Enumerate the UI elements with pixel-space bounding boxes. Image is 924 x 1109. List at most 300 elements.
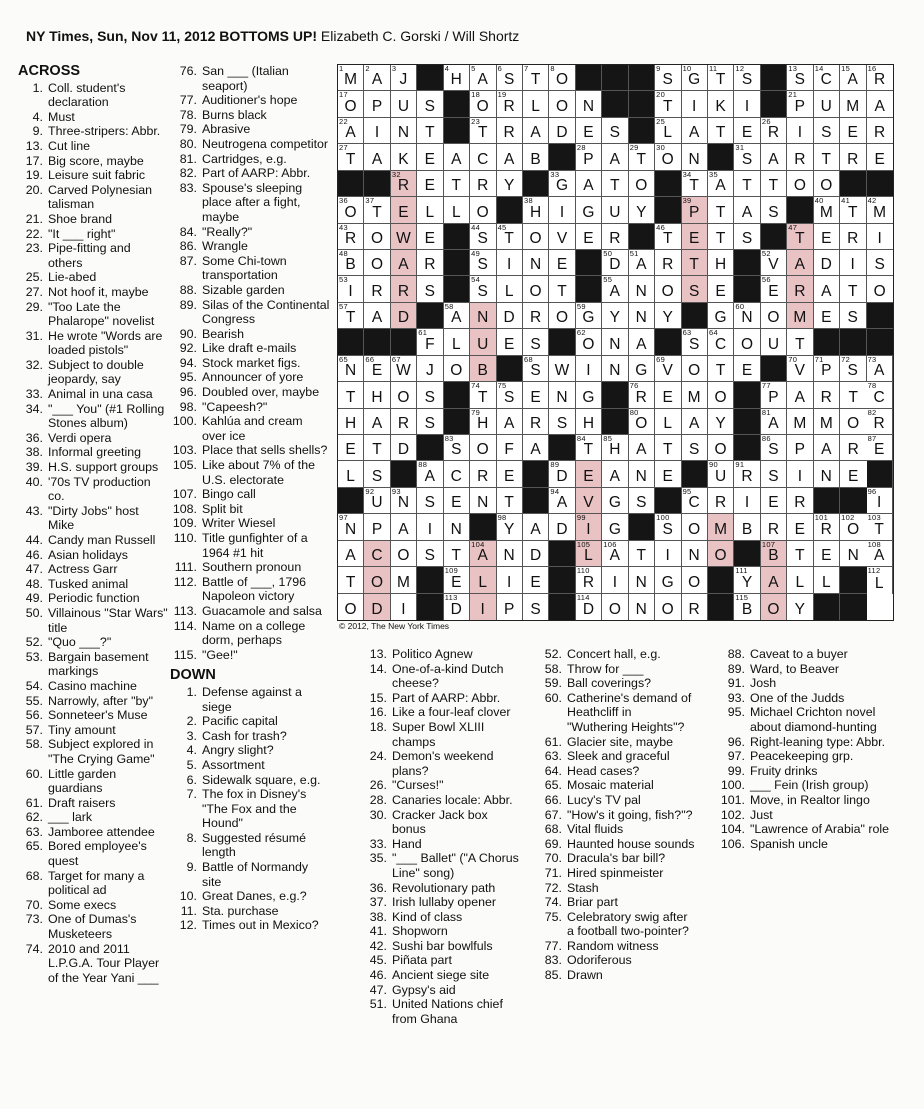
grid-cell xyxy=(761,594,787,620)
cell-number: 52 xyxy=(761,249,771,258)
clue-item xyxy=(170,502,330,517)
clue-item xyxy=(360,895,520,910)
cell-number: 46 xyxy=(656,222,666,232)
cell-letter: S xyxy=(768,203,779,221)
black-square xyxy=(549,594,575,620)
grid-cell xyxy=(364,197,390,223)
cell-letter: R xyxy=(397,415,410,432)
clue-item xyxy=(170,137,330,152)
clue-text: One of Dumas's Musketeers xyxy=(48,912,137,942)
clue-text: "It ___ right" xyxy=(48,226,116,241)
grid-cell xyxy=(655,144,681,170)
clue-number: 38. xyxy=(25,445,43,460)
cell-letter: O xyxy=(661,150,675,168)
cell-letter: G xyxy=(608,520,622,538)
cell-letter: T xyxy=(557,282,568,300)
cell-letter: T xyxy=(477,388,488,406)
clue-item xyxy=(718,662,893,677)
clue-number: 82. xyxy=(179,166,197,181)
clue-item xyxy=(535,910,695,939)
grid-cell xyxy=(867,224,893,250)
clue-item xyxy=(718,808,893,823)
clue-item xyxy=(18,708,168,723)
grid-cell xyxy=(338,250,364,276)
cell-letter: Y xyxy=(503,520,515,538)
clue-column-2 xyxy=(170,64,330,933)
clue-item xyxy=(18,285,168,300)
clue-text: Canaries locale: Abbr. xyxy=(392,792,513,807)
grid-cell xyxy=(576,541,602,567)
cell-letter: R xyxy=(344,230,357,247)
cell-number: 8 xyxy=(550,64,555,73)
black-square xyxy=(391,461,417,487)
cell-number: 29 xyxy=(629,143,639,153)
cell-letter: W xyxy=(554,362,570,380)
cell-number: 108 xyxy=(867,539,881,549)
clue-item xyxy=(360,837,520,852)
clue-text: Battle of ___, 1796 Napoleon victory xyxy=(202,574,307,604)
grid-cell xyxy=(708,541,734,567)
clue-number: 109. xyxy=(172,516,197,531)
cell-letter: E xyxy=(556,256,568,274)
grid-cell xyxy=(497,567,523,593)
cell-letter: R xyxy=(609,230,621,247)
clue-text: Southern pronoun xyxy=(202,560,302,575)
clue-number: 11. xyxy=(180,903,197,918)
cell-letter: G xyxy=(688,71,701,89)
clue-item xyxy=(170,604,330,619)
cell-letter: U xyxy=(820,97,833,115)
cell-letter: S xyxy=(503,71,515,89)
grid-cell xyxy=(364,409,390,435)
clue-number: 31. xyxy=(25,328,43,343)
clue-item xyxy=(18,81,168,110)
cell-letter: I xyxy=(506,256,512,274)
clue-item xyxy=(18,650,168,679)
clue-number: 68. xyxy=(25,868,43,883)
grid-cell xyxy=(576,144,602,170)
cell-letter: C xyxy=(450,467,463,485)
cell-letter: I xyxy=(797,467,803,485)
cell-letter: I xyxy=(427,520,433,538)
clue-number: 115. xyxy=(173,647,197,662)
grid-cell xyxy=(338,91,364,117)
grid-cell xyxy=(417,382,443,408)
clue-item xyxy=(18,329,168,358)
clue-item xyxy=(535,939,695,954)
grid-cell xyxy=(787,567,813,593)
clue-text: Defense against a siege xyxy=(202,684,302,714)
cell-letter: T xyxy=(504,230,515,247)
cell-letter: P xyxy=(371,520,383,538)
clue-text: Josh xyxy=(750,676,777,691)
cell-letter: N xyxy=(741,309,753,327)
cell-letter: E xyxy=(874,150,886,168)
crossword-grid xyxy=(337,64,894,621)
clue-text: Random witness xyxy=(567,938,659,953)
grid-cell xyxy=(417,541,443,567)
cell-letter: W xyxy=(396,230,412,247)
grid-cell xyxy=(497,594,523,620)
clue-item xyxy=(18,168,168,183)
grid-cell xyxy=(814,144,840,170)
grid-cell xyxy=(629,382,655,408)
cell-letter: G xyxy=(714,309,727,327)
cell-number: 4 xyxy=(444,64,450,73)
clue-text: Battle of Normandy site xyxy=(202,860,309,889)
cell-letter: T xyxy=(345,388,356,406)
grid-cell xyxy=(840,303,866,329)
grid-cell xyxy=(708,250,734,276)
grid-cell xyxy=(549,224,575,250)
cell-letter: S xyxy=(451,441,462,459)
cell-letter: S xyxy=(530,362,542,380)
clue-text: "Dirty Jobs" host Mike xyxy=(48,503,139,533)
clue-text: He wrote "Words are loaded pistols" xyxy=(48,328,163,358)
cell-letter: O xyxy=(873,282,886,300)
grid-cell xyxy=(734,171,760,197)
cell-letter: J xyxy=(425,362,435,380)
cell-letter: A xyxy=(609,150,621,168)
cell-letter: G xyxy=(555,177,569,195)
grid-cell xyxy=(761,567,787,593)
clue-text: The fox in Disney's "The Fox and the Hound" xyxy=(202,787,307,831)
clue-number: 77. xyxy=(179,93,197,108)
cell-letter: A xyxy=(477,547,489,565)
grid-cell xyxy=(338,541,364,567)
cell-letter: L xyxy=(584,547,594,565)
grid-cell xyxy=(787,224,813,250)
cell-letter: A xyxy=(345,547,357,565)
clue-item xyxy=(718,837,893,852)
grid-cell xyxy=(761,329,787,355)
cell-number: 81 xyxy=(761,407,771,417)
clue-number: 58. xyxy=(544,661,562,676)
grid-cell xyxy=(655,514,681,540)
clue-item xyxy=(535,881,695,896)
cell-letter: E xyxy=(451,573,462,591)
grid-cell xyxy=(708,329,734,355)
clue-number: 97. xyxy=(727,749,745,764)
black-square xyxy=(682,303,708,329)
grid-cell xyxy=(576,329,602,355)
clue-number: 88. xyxy=(179,282,197,297)
cell-letter: S xyxy=(477,256,489,274)
cell-number: 55 xyxy=(603,275,613,285)
cell-number: 107 xyxy=(761,539,776,549)
black-square xyxy=(417,594,443,620)
cell-number: 32 xyxy=(391,169,401,179)
cell-letter: E xyxy=(688,230,700,247)
clue-number: 79. xyxy=(179,122,197,137)
black-square xyxy=(602,409,628,435)
clue-text: Wrangle xyxy=(202,239,248,254)
grid-cell xyxy=(787,276,813,302)
cell-letter: R xyxy=(503,124,516,142)
grid-cell xyxy=(867,65,893,91)
cell-letter: T xyxy=(451,547,462,565)
grid-cell xyxy=(497,461,523,487)
grid-cell xyxy=(523,541,549,567)
cell-number: 19 xyxy=(497,90,507,100)
clue-text: Bargain basement markings xyxy=(48,649,149,679)
grid-cell xyxy=(761,144,787,170)
clue-number: 44. xyxy=(25,533,43,547)
cell-number: 48 xyxy=(339,249,348,258)
grid-cell xyxy=(734,303,760,329)
black-square xyxy=(523,488,549,514)
cell-number: 89 xyxy=(550,460,560,470)
grid-cell xyxy=(470,250,496,276)
grid-cell xyxy=(470,276,496,302)
cell-letter: D xyxy=(609,256,621,274)
cell-letter: E xyxy=(847,124,859,142)
grid-cell xyxy=(364,461,390,487)
copyright-notice: © 2012, The New York Times xyxy=(339,621,450,631)
grid-cell xyxy=(867,541,893,567)
clue-text: One of the Judds xyxy=(750,690,845,705)
grid-cell xyxy=(338,435,364,461)
clue-list xyxy=(170,685,330,933)
grid-cell xyxy=(391,224,417,250)
grid-cell xyxy=(840,382,866,408)
clue-number: 62. xyxy=(25,810,43,825)
clue-number: 24. xyxy=(369,749,387,764)
cell-number: 36 xyxy=(339,196,348,206)
grid-cell xyxy=(497,276,523,302)
cell-letter: L xyxy=(795,573,805,591)
clue-text: Spouse's sleeping place after a fight, maybe xyxy=(202,180,303,224)
grid-cell xyxy=(814,382,840,408)
cell-letter: S xyxy=(741,71,753,89)
clue-number: 86. xyxy=(179,239,197,254)
grid-cell xyxy=(629,144,655,170)
clue-item xyxy=(360,778,520,793)
black-square xyxy=(734,409,760,435)
clue-item xyxy=(535,953,695,968)
cell-letter: T xyxy=(715,203,726,221)
clue-number: 4. xyxy=(186,743,197,758)
cell-letter: I xyxy=(348,282,354,300)
grid-cell xyxy=(814,409,840,435)
cell-letter: S xyxy=(424,494,436,512)
cell-letter: N xyxy=(582,97,595,115)
clue-number: 87. xyxy=(179,253,197,268)
cell-letter: E xyxy=(583,467,594,485)
clue-list xyxy=(170,64,330,662)
clue-number: 27. xyxy=(25,284,43,299)
cell-letter: M xyxy=(396,573,411,591)
cell-letter: N xyxy=(397,494,410,512)
black-square xyxy=(629,65,655,91)
clue-number: 5. xyxy=(186,757,197,772)
grid-cell xyxy=(549,250,575,276)
grid-cell xyxy=(549,409,575,435)
grid-cell xyxy=(364,144,390,170)
cell-letter: B xyxy=(741,520,753,538)
cell-number: 80 xyxy=(629,407,639,417)
grid-cell xyxy=(523,197,549,223)
grid-cell xyxy=(867,382,893,408)
grid-cell xyxy=(470,567,496,593)
grid-cell xyxy=(364,224,390,250)
clue-item xyxy=(170,860,330,889)
grid-cell xyxy=(417,356,443,382)
clue-text: Angry slight? xyxy=(202,743,274,758)
clue-number: 34. xyxy=(25,401,43,416)
grid-cell xyxy=(602,303,628,329)
cell-number: 6 xyxy=(497,64,503,73)
cell-letter: I xyxy=(612,573,618,591)
clue-number: 26. xyxy=(369,778,387,793)
cell-letter: E xyxy=(821,309,832,327)
cell-number: 44 xyxy=(471,222,481,232)
cell-letter: O xyxy=(661,601,675,618)
black-square xyxy=(682,461,708,487)
cell-number: 74 xyxy=(471,381,481,391)
clue-item xyxy=(170,758,330,773)
clue-item xyxy=(360,968,520,983)
grid-cell xyxy=(391,541,417,567)
clue-text: "How's it going, fish?"? xyxy=(567,807,693,822)
cell-letter: O xyxy=(793,177,807,195)
cell-number: 92 xyxy=(365,486,375,496)
cell-letter: L xyxy=(451,335,461,353)
clue-number: 68. xyxy=(544,822,562,837)
cell-number: 105 xyxy=(576,539,591,549)
cell-letter: B xyxy=(768,547,779,565)
clue-item xyxy=(170,239,330,254)
clue-list xyxy=(18,81,168,986)
clue-item xyxy=(170,152,330,167)
puzzle-byline: Elizabeth C. Gorski / Will Shortz xyxy=(320,28,520,44)
grid-cell xyxy=(470,541,496,567)
grid-cell xyxy=(761,382,787,408)
black-square xyxy=(867,329,893,355)
grid-cell xyxy=(814,514,840,540)
cell-number: 97 xyxy=(339,513,348,523)
clue-item xyxy=(18,723,168,738)
clue-number: 52. xyxy=(25,635,43,650)
black-square xyxy=(734,435,760,461)
cell-number: 57 xyxy=(339,301,348,311)
grid-cell xyxy=(576,435,602,461)
clue-text: Sonneteer's Muse xyxy=(48,708,148,723)
cell-number: 96 xyxy=(867,486,877,496)
cell-letter: S xyxy=(741,150,753,168)
cell-letter: R xyxy=(397,282,410,300)
black-square xyxy=(734,382,760,408)
cell-letter: O xyxy=(847,520,860,538)
cell-letter: P xyxy=(768,388,779,406)
cell-letter: E xyxy=(768,282,779,300)
cell-number: 49 xyxy=(471,249,481,258)
grid-cell xyxy=(602,356,628,382)
clue-text: Informal greeting xyxy=(48,445,141,460)
clue-text: San ___ (Italian seaport) xyxy=(202,64,289,93)
cell-number: 15 xyxy=(841,64,851,73)
clue-text: Revolutionary path xyxy=(392,880,496,895)
grid-cell xyxy=(708,356,734,382)
cell-letter: H xyxy=(344,415,357,432)
grid-cell xyxy=(602,488,628,514)
cell-letter: N xyxy=(450,520,463,538)
clue-number: 70. xyxy=(544,851,562,866)
grid-cell xyxy=(761,171,787,197)
grid-cell xyxy=(655,409,681,435)
grid-cell xyxy=(734,224,760,250)
clue-number: 2. xyxy=(186,714,197,729)
grid-cell xyxy=(734,91,760,117)
black-square xyxy=(417,567,443,593)
grid-cell xyxy=(602,567,628,593)
grid-cell xyxy=(761,541,787,567)
clue-item xyxy=(360,662,520,691)
cell-letter: R xyxy=(794,494,806,512)
grid-cell xyxy=(364,356,390,382)
cell-letter: T xyxy=(477,124,488,142)
grid-cell xyxy=(602,171,628,197)
cell-letter: T xyxy=(662,441,673,459)
cell-number: 43 xyxy=(339,222,348,232)
clue-number: 25. xyxy=(25,270,43,285)
clue-number: 108. xyxy=(172,501,197,516)
cell-number: 98 xyxy=(497,513,507,523)
grid-cell xyxy=(708,65,734,91)
grid-cell xyxy=(497,144,523,170)
grid-cell xyxy=(391,276,417,302)
clue-column-4 xyxy=(535,647,695,983)
cell-letter: N xyxy=(344,362,357,380)
grid-cell xyxy=(867,250,893,276)
black-square xyxy=(708,594,734,620)
clue-text: Some Chi-town transportation xyxy=(202,253,287,283)
grid-cell xyxy=(497,91,523,117)
clue-text: Three-stripers: Abbr. xyxy=(48,124,161,139)
clue-list xyxy=(718,647,893,851)
grid-cell xyxy=(523,409,549,435)
cell-letter: S xyxy=(530,335,542,353)
grid-cell xyxy=(497,303,523,329)
clue-text: Writer Wiesel xyxy=(202,516,276,531)
cell-letter: T xyxy=(768,177,779,195)
black-square xyxy=(814,594,840,620)
cell-letter: O xyxy=(397,388,410,406)
cell-number: 103 xyxy=(867,513,881,523)
cell-letter: N xyxy=(503,547,516,565)
clue-text: "Too Late the Phalarope" novelist xyxy=(48,299,155,329)
clue-item xyxy=(18,825,168,840)
clue-number: 95. xyxy=(179,370,197,385)
clue-text: Politico Agnew xyxy=(392,647,473,661)
clue-item xyxy=(18,387,168,402)
clue-text: Auditioner's hope xyxy=(202,93,298,108)
grid-cell xyxy=(629,461,655,487)
clue-text: Target for many a political ad xyxy=(48,868,145,898)
grid-cell xyxy=(523,118,549,144)
grid-cell xyxy=(444,567,470,593)
grid-cell xyxy=(814,171,840,197)
clue-text: Place that sells shells? xyxy=(202,443,328,458)
clue-item xyxy=(170,619,330,648)
grid-cell xyxy=(523,594,549,620)
cell-letter: T xyxy=(715,71,726,89)
clue-number: 72. xyxy=(544,880,562,895)
cell-letter: V xyxy=(556,230,568,247)
black-square xyxy=(629,91,655,117)
clue-number: 95. xyxy=(727,705,745,720)
clue-number: 99. xyxy=(727,763,745,778)
